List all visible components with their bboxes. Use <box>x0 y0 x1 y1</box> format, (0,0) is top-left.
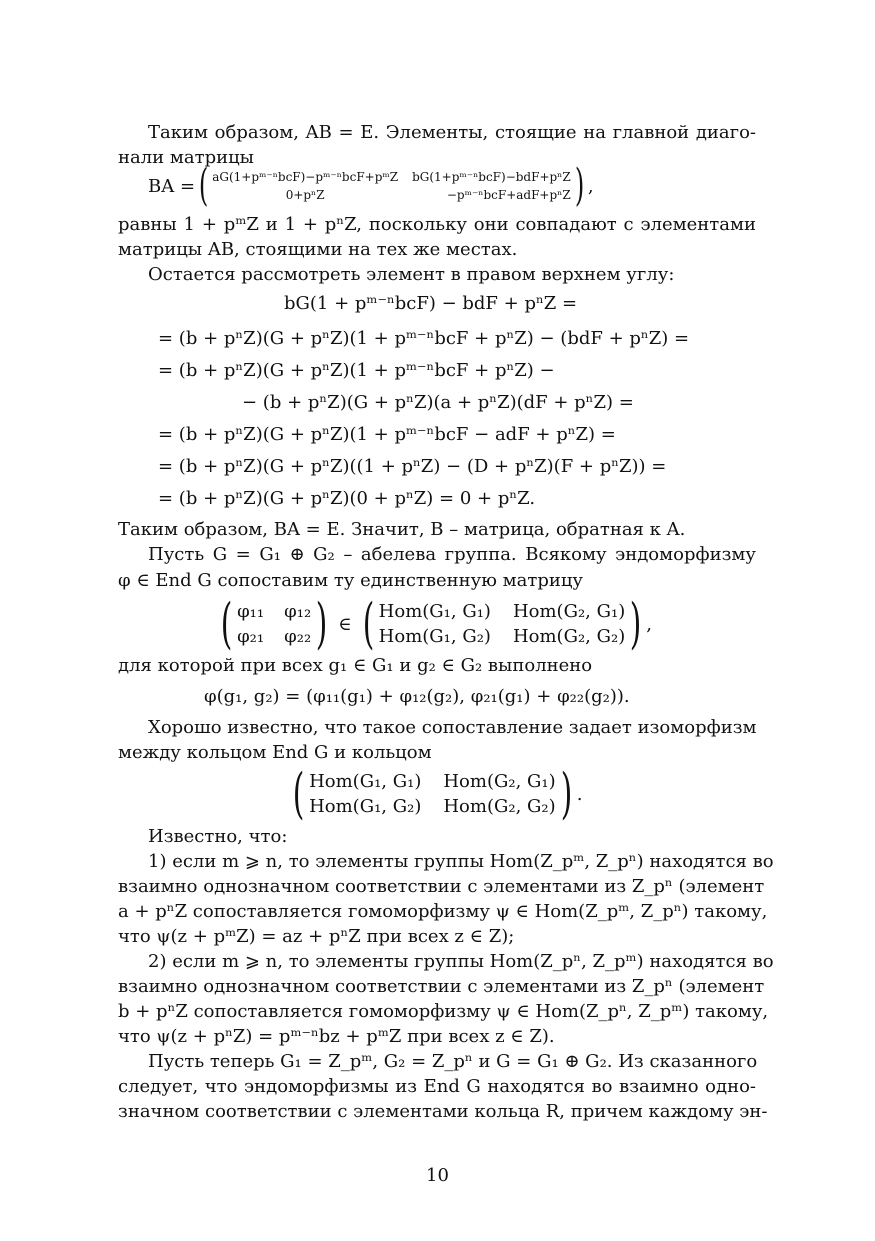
phi-entry-12: φ₁₂ <box>284 601 312 622</box>
text-line: Остается рассмотреть элемент в правом верхнем углу: <box>148 264 675 285</box>
text-line: b + pⁿZ сопоставляется гомоморфизму ψ ∈ Hom(Z_pⁿ, Z_pᵐ) такому, <box>118 1001 769 1022</box>
text-line: Таким образом, BA = E. Значит, B – матрица, обратная к A. <box>118 519 686 540</box>
text-line: Пусть теперь G₁ = Z_pᵐ, G₂ = Z_pⁿ и G = G₁ ⊕ G₂. Из сказанного <box>148 1051 758 1072</box>
text-line: для которой при всех g₁ ∈ G₁ и g₂ ∈ G₂ выполнено <box>118 655 593 676</box>
phi-entry-11: φ₁₁ <box>237 601 265 622</box>
hom-entry-22: Hom(G₂, G₂) <box>443 796 556 817</box>
right-paren: ) <box>560 762 572 825</box>
ba-matrix <box>212 168 571 204</box>
text-line: 1) если m ⩾ n, то элементы группы Hom(Z_pᵐ, Z_pⁿ) находятся во <box>148 851 774 872</box>
text-line: Хорошо известно, что такое сопоставление задает изоморфизм <box>148 717 757 738</box>
text-line: следует, что эндоморфизмы из End G находятся во взаимно одно- <box>118 1076 756 1097</box>
text-line: равны 1 + pᵐZ и 1 + pⁿZ, поскольку они совпадают с элементами <box>118 214 756 235</box>
hom-entry-21: Hom(G₁, G₂) <box>309 796 422 817</box>
text-line: 2) если m ⩾ n, то элементы группы Hom(Z_pⁿ, Z_pᵐ) находятся во <box>148 951 774 972</box>
text-line: Пусть G = G₁ ⊕ G₂ – абелева группа. Всякому эндоморфизму <box>148 544 756 565</box>
text-line: Таким образом, AB = E. Элементы, стоящие на главной диаго- <box>148 122 756 143</box>
text-line: что ψ(z + pᵐZ) = az + pⁿZ при всех z ∈ Z); <box>118 926 515 947</box>
page-number: 10 <box>426 1165 449 1186</box>
equation-line: = (b + pⁿZ)(G + pⁿZ)(1 + pᵐ⁻ⁿbcF − adF + pⁿZ) = <box>158 424 616 445</box>
equation-line: = (b + pⁿZ)(G + pⁿZ)(0 + pⁿZ) = 0 + pⁿZ. <box>158 488 536 509</box>
ba-matrix-equation <box>148 160 594 211</box>
text-line: φ ∈ End G сопоставим ту единственную матрицу <box>118 570 584 591</box>
hom-entry-11: Hom(G₁, G₁) <box>378 601 491 622</box>
phi-matrix <box>237 599 311 649</box>
text-line: взаимно однозначном соответствии с элементами из Z_pⁿ (элемент <box>118 876 765 897</box>
left-paren: ( <box>292 762 305 825</box>
ba-entry-22: −pᵐ⁻ⁿbcF+adF+pⁿZ <box>446 188 571 202</box>
right-paren: ) <box>629 592 642 655</box>
equation-line: = (b + pⁿZ)(G + pⁿZ)(1 + pᵐ⁻ⁿbcF + pⁿZ) − (bdF + pⁿZ) = <box>158 328 690 349</box>
equation-line: = (b + pⁿZ)(G + pⁿZ)(1 + pᵐ⁻ⁿbcF + pⁿZ) − <box>158 360 555 381</box>
hom-entry-22: Hom(G₂, G₂) <box>512 626 626 647</box>
text-line: матрицы AB, стоящими на тех же местах. <box>118 239 518 260</box>
ba-tail: , <box>587 175 594 197</box>
text-line: между кольцом End G и кольцом <box>118 742 432 763</box>
hom-matrix <box>379 599 626 649</box>
ba-entry-21: 0+pⁿZ <box>285 188 325 202</box>
left-paren: ( <box>220 592 233 655</box>
matrix-period: . <box>576 783 583 805</box>
left-paren: ( <box>198 160 209 211</box>
phi-hom-matrix-equation <box>216 592 653 655</box>
text-line: что ψ(z + pⁿZ) = pᵐ⁻ⁿbz + pᵐZ при всех z ∈ Z). <box>118 1026 555 1047</box>
ba-entry-12: bG(1+pᵐ⁻ⁿbcF)−bdF+pⁿZ <box>412 170 571 184</box>
text-line: взаимно однозначном соответствии с элементами из Z_pⁿ (элемент <box>118 976 765 997</box>
hom-entry-21: Hom(G₁, G₂) <box>378 626 491 647</box>
ba-label: BA = <box>148 175 196 197</box>
equation-line: − (b + pⁿZ)(G + pⁿZ)(a + pⁿZ)(dF + pⁿZ) = <box>242 392 634 413</box>
phi-entry-22: φ₂₂ <box>284 626 312 647</box>
matrix-comma: , <box>646 613 653 635</box>
element-of-symbol: ∈ <box>338 613 352 635</box>
phi-entry-21: φ₂₁ <box>237 626 265 647</box>
hom-ring-matrix <box>288 762 583 825</box>
ba-entry-11: aG(1+pᵐ⁻ⁿbcF)−pᵐ⁻ⁿbcF+pᵐZ <box>212 170 399 184</box>
right-paren: ) <box>315 592 328 655</box>
text-line: значном соответствии с элементами кольца R, причем каждому эн- <box>118 1101 768 1122</box>
hom-entry-11: Hom(G₁, G₁) <box>309 771 422 792</box>
equation-line: bG(1 + pᵐ⁻ⁿbcF) − bdF + pⁿZ = <box>284 293 578 314</box>
hom-matrix-2 <box>309 769 556 819</box>
text-line: a + pⁿZ сопоставляется гомоморфизму ψ ∈ Hom(Z_pᵐ, Z_pⁿ) такому, <box>118 901 768 922</box>
equation-line: = (b + pⁿZ)(G + pⁿZ)((1 + pⁿZ) − (D + pⁿZ)(F + pⁿZ)) = <box>158 456 667 477</box>
right-paren: ) <box>574 160 585 211</box>
left-paren: ( <box>362 592 374 655</box>
hom-entry-12: Hom(G₂, G₁) <box>443 771 556 792</box>
hom-entry-12: Hom(G₂, G₁) <box>512 601 626 622</box>
equation-line: φ(g₁, g₂) = (φ₁₁(g₁) + φ₁₂(g₂), φ₂₁(g₁) + φ₂₂(g₂)). <box>204 686 630 707</box>
text-line: нали матрицы <box>118 147 254 168</box>
text-line: Известно, что: <box>148 826 288 847</box>
